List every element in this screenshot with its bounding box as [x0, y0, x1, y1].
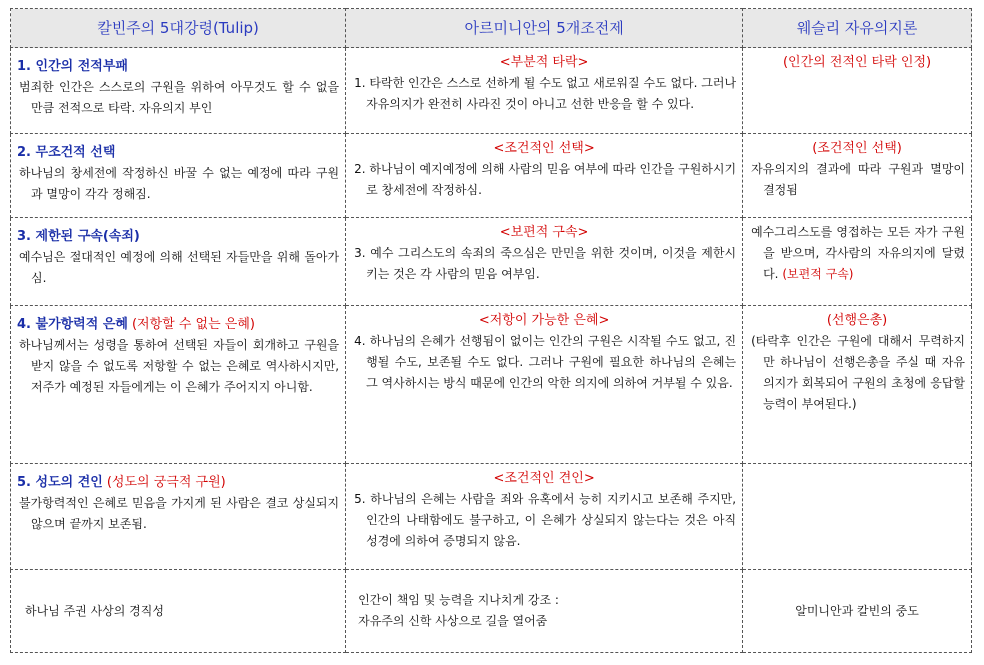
comparison-table	[10, 8, 972, 653]
calvin-point-body: 예수님은 절대적인 예정에 의해 선택된 자들만을 위해 돌아가심.	[19, 250, 340, 285]
footer-arminian-line2: 자유주의 신학 사상으로 길을 열어줌	[358, 614, 548, 628]
footer-arminian-line1: 인간이 책임 및 능력을 지나치게 강조 :	[358, 593, 559, 607]
title-text: 1. 인간의 전적부패	[17, 59, 128, 74]
header-arminianism: 아르미니안의 5개조전제	[346, 9, 743, 48]
wesley-point-body	[749, 159, 965, 201]
title-text: 4. 불가항력적 은혜	[17, 317, 128, 332]
arminian-cell	[346, 134, 743, 218]
wesley-body-text: 예수그리스도를 영접하는 모든 자가 구원을 받으며, 각사람의 자유의지에 달렸다.	[751, 225, 965, 281]
wesley-cell	[743, 134, 972, 218]
wesley-cell	[743, 218, 972, 306]
footer-calvin	[11, 570, 346, 653]
calvin-cell	[11, 464, 346, 570]
calvin-cell	[11, 306, 346, 464]
calvin-point-title	[17, 314, 339, 335]
calvin-cell	[11, 134, 346, 218]
arminian-point-heading: <보편적 구속>	[499, 225, 589, 240]
arminian-point-body: 4. 하나님의 은혜가 선행됨이 없이는 인간의 구원은 시작될 수도 없고, 진행될 수도, 보존될 수도 없다. 그러나 구원에 필요한 하나님의 은혜는 그 역사하시는 방식 때문에 인간의 악한 의지에 의하여 거부될 수 있음.	[354, 334, 737, 390]
wesley-point-heading: (조건적인 선택)	[812, 141, 902, 156]
arminian-point-body: 1. 타락한 인간은 스스로 선하게 될 수도 없고 새로워질 수도 없다. 그러나 자유의지가 완전히 사라진 것이 아니고 선한 반응을 할 수 있다.	[354, 76, 737, 111]
arminian-point-heading: <저항이 가능한 은혜>	[478, 313, 610, 328]
calvin-point-body: 불가항력적인 은혜로 믿음을 가지게 된 사람은 결코 상실되지 않으며 끝까지 보존됨.	[19, 496, 340, 531]
footer-row	[11, 570, 972, 653]
arminian-point-body: 3. 예수 그리스도의 속죄의 죽으심은 만민을 위한 것이며, 이것을 제한시키는 것은 각 사람의 믿음 여부임.	[354, 246, 737, 281]
table-row	[11, 218, 972, 306]
table-row	[11, 134, 972, 218]
footer-wesley	[743, 570, 972, 653]
wesley-body-text: (타락후 인간은 구원에 대해서 무력하지만 하나님이 선행은총을 주실 때 자유의지가 회복되어 구원의 초청에 응답할 능력이 부여된다.)	[751, 334, 965, 411]
arminian-cell	[346, 306, 743, 464]
arminian-cell	[346, 48, 743, 134]
arminian-cell	[346, 218, 743, 306]
table-row	[11, 48, 972, 134]
title-sub: (저항할 수 없는 은혜)	[131, 317, 255, 332]
calvin-cell	[11, 48, 346, 134]
wesley-body-text: 자유의지의 결과에 따라 구원과 멸망이 결정됨	[751, 162, 965, 197]
calvin-point-body: 범죄한 인간은 스스로의 구원을 위하여 아무것도 할 수 없을 만큼 전적으로 타락. 자유의지 부인	[19, 80, 340, 115]
calvin-point-title	[17, 472, 339, 493]
arminian-point-body: 5. 하나님의 은혜는 사람을 죄와 유혹에서 능히 지키시고 보존해 주지만, 인간의 나태함에도 불구하고, 이 은혜가 상실되지 않는다는 것은 아직 성경에 의하여 증명되지 않음.	[354, 492, 737, 548]
title-sub: (성도의 궁극적 구원)	[106, 475, 226, 490]
arminian-point-body: 2. 하나님이 예지예정에 의해 사람의 믿음 여부에 따라 인간을 구원하시기로 창세전에 작정하심.	[354, 162, 737, 197]
wesley-cell	[743, 464, 972, 570]
arminian-point-heading: <조건적인 견인>	[493, 471, 595, 486]
wesley-point-heading: (인간의 전적인 타락 인정)	[782, 55, 932, 70]
header-row	[11, 9, 972, 48]
arminian-point-heading: <조건적인 선택>	[493, 141, 595, 156]
footer-arminian	[346, 570, 743, 653]
header-calvinism: 칼빈주의 5대강령(Tulip)	[11, 9, 346, 48]
footer-calvin-text: 하나님 주권 사상의 경직성	[25, 603, 164, 618]
arminian-cell	[346, 464, 743, 570]
calvin-point-title	[17, 226, 339, 247]
calvin-cell	[11, 218, 346, 306]
wesley-point-body	[749, 222, 965, 285]
arminian-point-heading: <부분적 타락>	[499, 55, 589, 70]
header-wesley: 웨슬리 자유의지론	[743, 9, 972, 48]
table-row	[11, 306, 972, 464]
wesley-point-heading: (선행은총)	[826, 313, 888, 328]
wesley-cell	[743, 48, 972, 134]
wesley-body-tail: (보편적 구속)	[782, 267, 854, 281]
calvin-point-title	[17, 142, 339, 163]
title-text: 3. 제한된 구속(속죄)	[17, 229, 140, 244]
footer-wesley-text: 알미니안과 칼빈의 중도	[795, 603, 919, 618]
table-row	[11, 464, 972, 570]
calvin-point-body: 하나님께서는 성령을 통하여 선택된 자들이 회개하고 구원을 받지 않을 수 없도록 저항할 수 없는 은혜로 역사하시지만, 저주가 예정된 자들에게는 이 은혜가 주어지지 아니함.	[19, 338, 340, 394]
calvin-point-body: 하나님의 창세전에 작정하신 바꿀 수 없는 예정에 따라 구원과 멸망이 각각 정해짐.	[19, 166, 340, 201]
calvin-point-title	[17, 56, 339, 77]
wesley-point-body	[749, 331, 965, 415]
title-text: 5. 성도의 견인	[17, 475, 103, 490]
wesley-cell	[743, 306, 972, 464]
title-text: 2. 무조건적 선택	[17, 145, 116, 160]
